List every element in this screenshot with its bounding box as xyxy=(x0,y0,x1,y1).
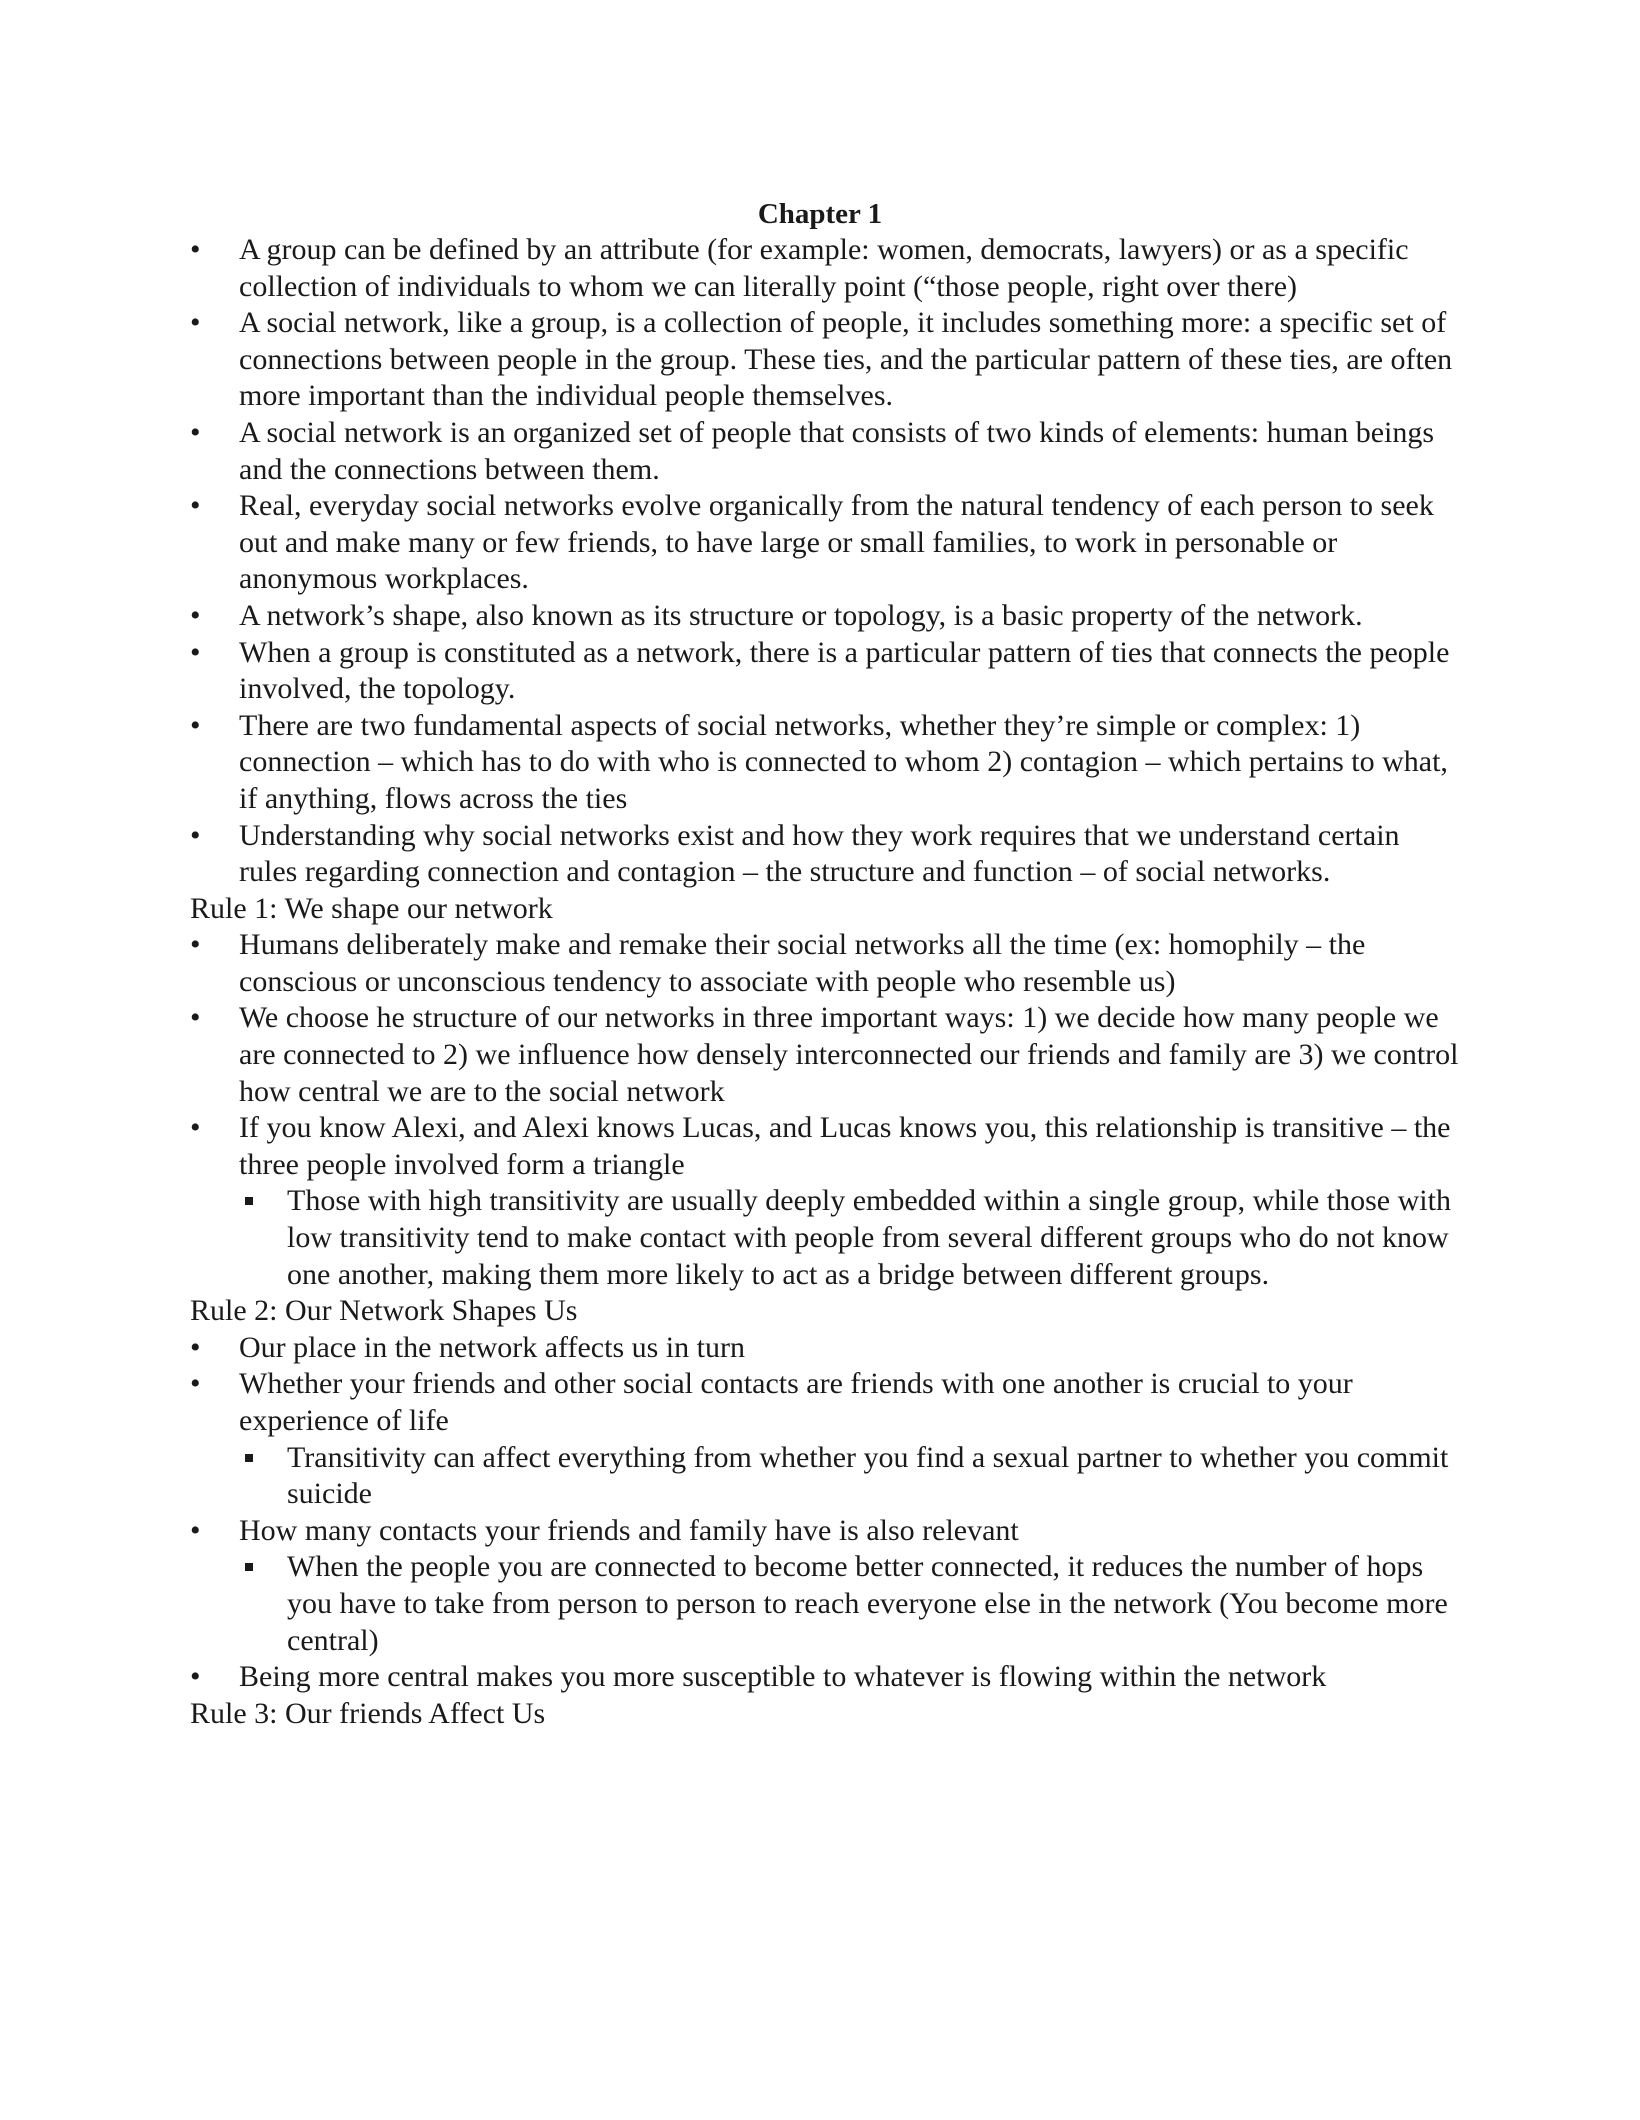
rule-1-heading: Rule 1: We shape our network xyxy=(190,891,553,925)
sub-list-item: Those with high transitivity are usually deeply embedded within a single group, while those with low transitivity tend to make contact with people from several different groups who do not know one another, making them more likely to act as a bridge between different groups. xyxy=(190,1183,1460,1293)
rule-2-heading: Rule 2: Our Network Shapes Us xyxy=(190,1294,578,1328)
list-item: • A network’s shape, also known as its structure or topology, is a basic property of the network. xyxy=(190,598,1460,635)
list-item: • A social network, like a group, is a collection of people, it includes something more: a specific set of connections between people in the group. These ties, and the particular pattern of these ties, are often more important than the individual people themselves. xyxy=(190,305,1460,415)
document-body xyxy=(190,232,1460,1732)
rule-2-bullet-list xyxy=(190,1330,1460,1696)
sub-list-item: Transitivity can affect everything from whether you find a sexual partner to whether you commit suicide xyxy=(190,1440,1460,1513)
rule-1-bullet-list xyxy=(190,927,1460,1293)
intro-bullet-list xyxy=(190,232,1460,891)
list-item: • Humans deliberately make and remake their social networks all the time (ex: homophily – the conscious or unconscious tendency to associate with people who resemble us) xyxy=(190,927,1460,1000)
list-item: • There are two fundamental aspects of social networks, whether they’re simple or complex: 1) connection – which has to do with who is connected to whom 2) contagion – which pertains to what, if anything, flows across the ties xyxy=(190,708,1460,818)
page-title: Chapter 1 xyxy=(757,198,883,230)
list-item: • Understanding why social networks exist and how they work requires that we understand certain rules regarding connection and contagion – the structure and function – of social networks. xyxy=(190,818,1460,891)
rule-3-heading: Rule 3: Our friends Affect Us xyxy=(190,1696,546,1730)
list-item: • How many contacts your friends and family have is also relevant xyxy=(190,1513,1460,1550)
list-item: • Our place in the network affects us in turn xyxy=(190,1330,1460,1367)
list-item: • We choose he structure of our networks in three important ways: 1) we decide how many people we are connected to 2) we influence how densely interconnected our friends and family are 3) we control how central we are to the social network xyxy=(190,1000,1460,1110)
sub-list-item: When the people you are connected to become better connected, it reduces the number of hops you have to take from person to person to reach everyone else in the network (You become more central) xyxy=(190,1549,1460,1659)
list-item: • Being more central makes you more susceptible to whatever is flowing within the network xyxy=(190,1659,1460,1696)
list-item: • Whether your friends and other social contacts are friends with one another is crucial to your experience of life xyxy=(190,1366,1460,1439)
list-item: • A group can be defined by an attribute (for example: women, democrats, lawyers) or as a specific collection of individuals to whom we can literally point (“those people, right over there) xyxy=(190,232,1460,305)
list-item: • Real, everyday social networks evolve organically from the natural tendency of each person to seek out and make many or few friends, to have large or small families, to work in personable or anonymous workplaces. xyxy=(190,488,1460,598)
list-item: • When a group is constituted as a network, there is a particular pattern of ties that connects the people involved, the topology. xyxy=(190,635,1460,708)
list-item: • If you know Alexi, and Alexi knows Lucas, and Lucas knows you, this relationship is transitive – the three people involved form a triangle xyxy=(190,1110,1460,1183)
list-item: • A social network is an organized set of people that consists of two kinds of elements: human beings and the connections between them. xyxy=(190,415,1460,488)
